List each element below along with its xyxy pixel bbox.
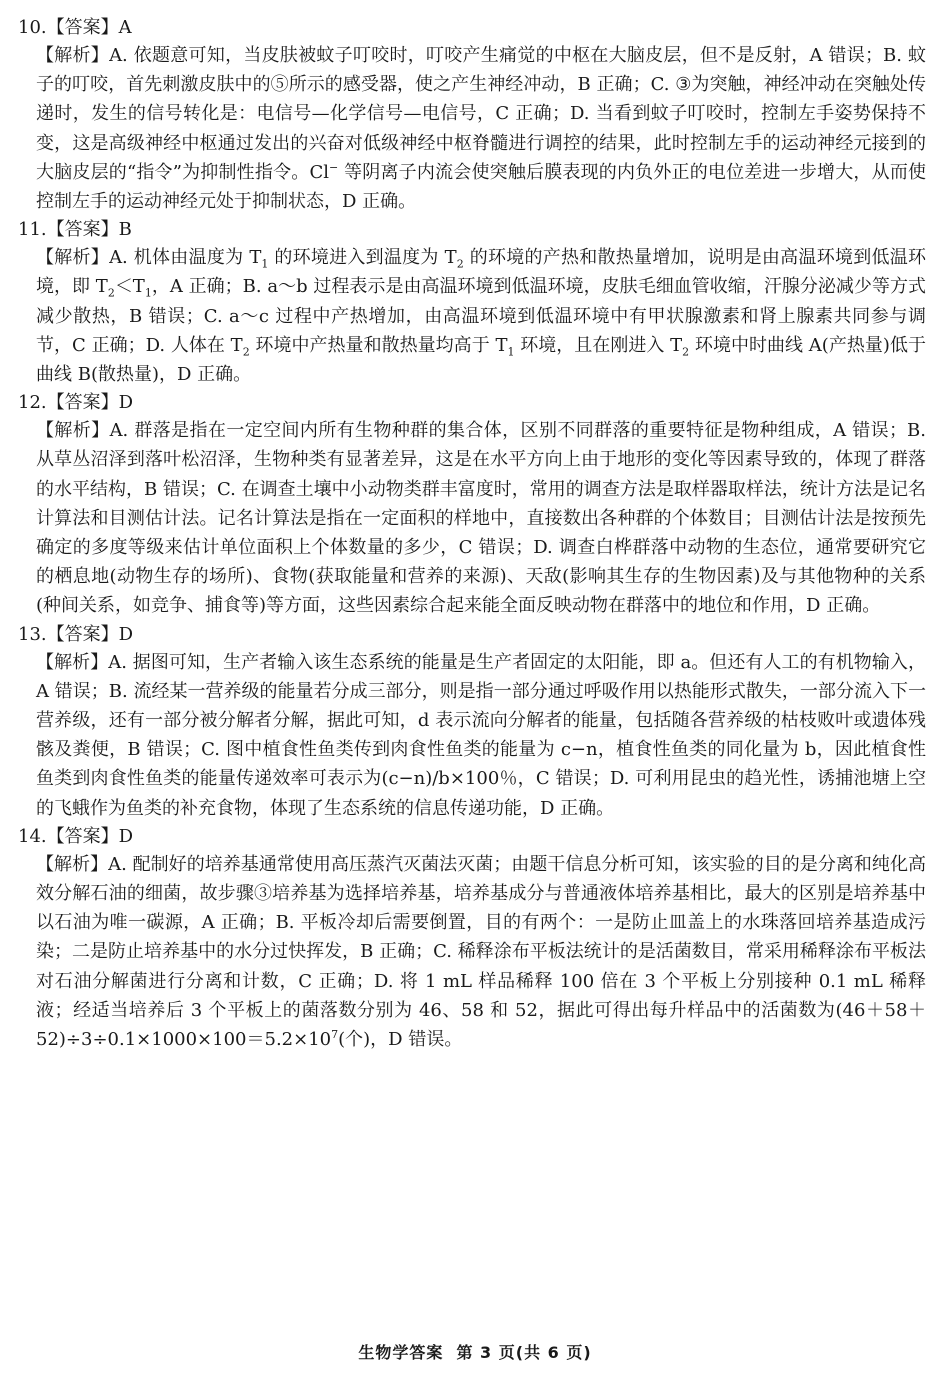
answer-value: A — [118, 17, 132, 38]
answer-label: 【答案】 — [46, 219, 119, 241]
answer-label: 【答案】 — [46, 825, 119, 847]
question-10 — [18, 14, 926, 216]
answer-label: 【答案】 — [46, 623, 119, 645]
analysis-label: 【解析】 — [36, 45, 110, 66]
analysis-text: 【解析】A. 配制好的培养基通常使用高压蒸汽灭菌法灭菌；由题干信息分析可知，该实验的目的是分离和纯化高效分解石油的细菌，故步骤③培养基为选择培养基，培养基成分与普通液体培养基相比，最大的区别是培养基中以石油为唯一碳源，A 正确；B. 平板冷却后需要倒置，目的有两个：一是防止皿盖上的水珠落回培养基造成污染；二是防止培养基中的水分过快挥发，B 正确；C. 稀释涂布平板法统计的是活菌数目，常采用稀释涂布平板法对石油分解菌进行分离和计数，C 正确；D. 将 1 mL 样品稀释 100 倍在 3 个平板上分别接种 0.1 mL 稀释液；经适当培养后 3 个平板上的菌落数分别为 46、58 和 52，据此可得出每升样品中的活菌数为$(46+58+52)\div 3\div 0.1\times 1000\times 100=5.2\times 10^7$(个)，D 错误。 — [36, 853, 926, 1051]
answer-value: D — [118, 825, 134, 847]
question-number: 14. — [18, 825, 47, 847]
page-footer — [0, 1340, 950, 1363]
analysis-label: 【解析】 — [36, 651, 109, 673]
answer-line — [18, 621, 926, 648]
question-number: 10. — [18, 17, 47, 38]
answer-line — [18, 216, 926, 243]
question-11 — [18, 216, 926, 389]
question-14 — [18, 823, 926, 1054]
analysis-label: 【解析】 — [36, 420, 110, 442]
question-12 — [18, 389, 926, 620]
answer-label: 【答案】 — [46, 392, 119, 414]
footer-title: 生物学答案 — [358, 1343, 444, 1362]
answer-line — [18, 823, 926, 850]
answer-label: 【答案】 — [46, 17, 119, 38]
question-number: 12. — [18, 392, 47, 414]
answer-value: D — [118, 623, 134, 645]
question-13 — [18, 621, 926, 823]
footer-page-number: 第 3 页(共 6 页) — [456, 1343, 592, 1362]
answer-line — [18, 14, 926, 41]
question-number: 13. — [18, 623, 47, 645]
analysis-text: 【解析】A. 机体由温度为 $T_1$ 的环境进入到温度为 $T_2$ 的环境的产热和散热量增加，说明是由高温环境到低温环境，即 $T_2<T_1$，A 正确；B. a～b 过程表示是由高温环境到低温环境，皮肤毛细血管收缩，汗腺分泌减少等方式减少散热，B 错误；C. a～c 过程中产热增加，由高温环境到低温环境中有甲状腺激素和肾上腺素共同参与调节，C 正确；D. 人体在 $T_2$ 环境中产热量和散热量均高于 $T_1$ 环境，且在刚进入 $T_2$ 环境中时曲线 A(产热量)低于曲线 B(散热量)，D 正确。 — [36, 247, 927, 386]
answer-value: D — [118, 392, 134, 414]
analysis-text: 【解析】A. 据图可知，生产者输入该生态系统的能量是生产者固定的太阳能，即 a。但还有人工的有机物输入，A 错误；B. 流经某一营养级的能量若分成三部分，则是指一部分通过呼吸作用以热能形式散失，一部分流入下一营养级，还有一部分被分解者分解，据此可知，d 表示流向分解者的能量，包括随各营养级的枯枝败叶或遗体残骸及粪便，B 错误；C. 图中植食性鱼类传到肉食性鱼类的能量为 c−n，植食性鱼类的同化量为 b，因此植食性鱼类到肉食性鱼类的能量传递效率可表示为(c−n)/b×100％，C 错误；D. 可利用昆虫的趋光性，诱捕池塘上空的飞蛾作为鱼类的补充食物，体现了生态系统的信息传递功能，D 正确。 — [36, 651, 926, 819]
answer-line — [18, 389, 926, 416]
analysis-text: 【解析】A. 群落是指在一定空间内所有生物种群的集合体，区别不同群落的重要特征是物种组成，A 错误；B. 从草丛沼泽到落叶松沼泽，生物种类有显著差异，这是在水平方向上由于地形的变化等因素导致的，体现了群落的水平结构，B 错误；C. 在调查土壤中小动物类群丰富度时，常用的调查方法是取样器取样法，统计方法是记名计算法和目测估计法。记名计算法是指在一定面积的样地中，直接数出各种群的个体数目；目测估计法是按预先确定的多度等级来估计单位面积上个体数量的多少，C 错误；D. 调查白桦群落中动物的生态位，通常要研究它的栖息地(动物生存的场所)、食物(获取能量和营养的来源)、天敌(影响其生存的生物因素)及与其他物种的关系(种间关系，如竞争、捕食等)等方面，这些因素综合起来能全面反映动物在群落中的地位和作用，D 正确。 — [36, 420, 927, 617]
analysis-label: 【解析】 — [36, 247, 110, 269]
answer-value: B — [118, 219, 132, 241]
question-number: 11. — [18, 219, 47, 241]
analysis-text: 【解析】A. 依题意可知，当皮肤被蚊子叮咬时，叮咬产生痛觉的中枢在大脑皮层，但不是反射，A 错误；B. 蚊子的叮咬，首先刺激皮肤中的⑤所示的感受器，使之产生神经冲动，B 正确；C. ③为突触，神经冲动在突触处传递时，发生的信号转化是：电信号—化学信号—电信号，C 正确；D. 当看到蚊子叮咬时，控制左手姿势保持不变，这是高级神经中枢通过发出的兴奋对低级神经中枢脊髓进行调控的结果，此时控制左手的运动神经元接到的大脑皮层的“指令”为抑制性指令。Cl− 等阴离子内流会使突触后膜表现的内负外正的电位差进一步增大，从而使控制左手的运动神经元处于抑制状态，D 正确。 — [36, 45, 927, 213]
analysis-label: 【解析】 — [36, 853, 109, 875]
